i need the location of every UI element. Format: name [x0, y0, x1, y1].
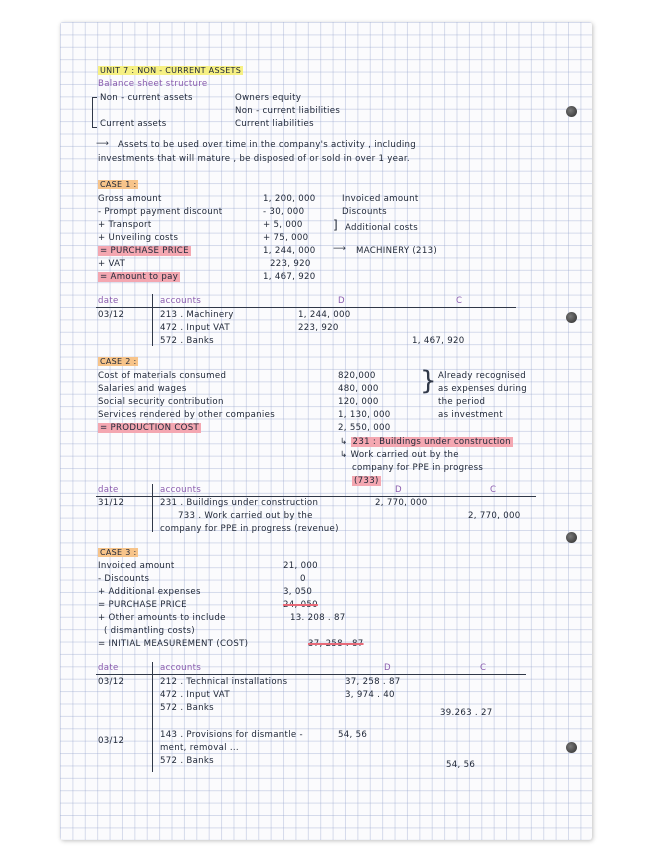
case2-row-label: Salaries and wages — [98, 384, 187, 394]
journal-head-date: date — [98, 485, 119, 495]
journal-debit: 37, 258 . 87 — [345, 677, 401, 687]
case1-row-value: + 5, 000 — [263, 220, 303, 230]
binder-hole — [566, 106, 577, 117]
arrow-icon: ⟶ — [96, 139, 109, 149]
journal-head-d: D — [384, 663, 391, 673]
case2-row-value: 480, 000 — [338, 384, 379, 394]
case1-row-value: - 30, 000 — [263, 207, 305, 217]
journal-account: 143 . Provisions for dismantle - — [160, 730, 303, 740]
journal-date: 03/12 — [98, 736, 125, 746]
case2-brace-note: Already recognised — [438, 371, 526, 381]
journal-debit: 2, 770, 000 — [375, 498, 428, 508]
journal-debit: 3, 974 . 40 — [345, 690, 395, 700]
binder-hole — [566, 742, 577, 753]
case2-row-value: 820,000 — [338, 371, 376, 381]
journal-account: 572 . Banks — [160, 336, 214, 346]
journal-account: 472 . Input VAT — [160, 690, 230, 700]
journal-debit: 54, 56 — [338, 730, 368, 740]
journal-date: 03/12 — [98, 310, 125, 320]
journal-account: 472 . Input VAT — [160, 323, 230, 333]
journal-head-accounts: accounts — [160, 296, 202, 306]
case1-row-value: + 75, 000 — [263, 233, 309, 243]
journal-account: 213 . Machinery — [160, 310, 234, 320]
journal-debit: 223, 920 — [298, 323, 339, 333]
journal-head-accounts: accounts — [160, 663, 202, 673]
unit-title: UNIT 7 : NON - CURRENT ASSETS — [100, 66, 242, 75]
case1-row-label: + VAT — [98, 259, 126, 269]
journal-credit: 39.263 . 27 — [440, 708, 493, 718]
arrow-icon: ⟶ — [333, 244, 346, 254]
journal-rule — [96, 674, 526, 675]
case3-row-label: = INITIAL MEASUREMENT (COST) — [98, 639, 249, 649]
definition-line-1: Assets to be used over time in the company's activity , including — [118, 140, 417, 150]
structure-bracket — [92, 97, 97, 128]
journal-credit: 1, 467, 920 — [412, 336, 465, 346]
journal-head-c: C — [480, 663, 487, 673]
case3-row-label: = PURCHASE PRICE — [98, 600, 187, 610]
case3-row-label: Invoiced amount — [98, 561, 175, 571]
journal-account: 212 . Technical installations — [160, 677, 288, 687]
case3-row-label: - Discounts — [98, 574, 150, 584]
structure-left-2: Current assets — [100, 119, 167, 129]
case2-row-value: 120, 000 — [338, 397, 379, 407]
case2-note: ↳ 231 : Buildings under construction — [340, 437, 511, 447]
case3-row-label: ( dismantling costs) — [104, 626, 195, 636]
case2-note: (733) — [354, 476, 379, 486]
section-subtitle: Balance sheet structure — [98, 79, 208, 89]
journal-rule — [152, 484, 153, 532]
case1-row-label: - Prompt payment discount — [98, 207, 223, 217]
journal-head-d: D — [338, 296, 345, 306]
case1-note-machinery: MACHINERY (213) — [356, 246, 438, 256]
case1-row-label: + Unveiling costs — [98, 233, 179, 243]
binder-hole — [566, 532, 577, 543]
case2-brace-note: the period — [438, 397, 486, 407]
structure-left-1: Non - current assets — [100, 93, 193, 103]
case3-row-value: 0 — [300, 574, 306, 584]
journal-rule — [152, 662, 153, 772]
case1-note: Discounts — [342, 207, 387, 217]
case1-row-value: 1, 467, 920 — [263, 272, 316, 282]
journal-head-c: C — [490, 485, 497, 495]
case1-title: CASE 1 : — [100, 180, 137, 189]
journal-account: 231 . Buildings under construction — [160, 498, 319, 508]
journal-head-date: date — [98, 296, 119, 306]
case3-row-value: 37, 258 . 87 — [308, 639, 364, 649]
case2-note: company for PPE in progress — [352, 463, 484, 473]
journal-account: 733 . Work carried out by the — [178, 511, 313, 521]
case3-row-label: + Additional expenses — [98, 587, 201, 597]
binder-hole — [566, 312, 577, 323]
case1-note: Additional costs — [345, 223, 418, 233]
case1-row-value: 223, 920 — [270, 259, 311, 269]
case1-row-label: + Transport — [98, 220, 152, 230]
case3-row-value: 24, 050 — [283, 600, 318, 610]
structure-right-3: Current liabilities — [235, 119, 314, 129]
case1-row-value: 1, 200, 000 — [263, 194, 316, 204]
structure-right-1: Owners equity — [235, 93, 302, 103]
journal-rule — [96, 307, 516, 308]
journal-date: 03/12 — [98, 677, 125, 687]
case2-row-value: 1, 130, 000 — [338, 410, 391, 420]
case3-row-value: 3, 050 — [283, 587, 313, 597]
case3-row-label: + Other amounts to include — [98, 613, 226, 623]
brace-icon: } — [420, 366, 437, 396]
case3-row-value: 21, 000 — [283, 561, 318, 571]
case2-row-label: Social security contribution — [98, 397, 224, 407]
case2-row-label: Services rendered by other companies — [98, 410, 275, 420]
case2-note: ↳ Work carried out by the — [340, 450, 459, 460]
journal-account-cont: company for PPE in progress (revenue) — [160, 524, 339, 534]
journal-rule — [152, 294, 153, 346]
case2-production-cost-label: = PRODUCTION COST — [100, 423, 200, 433]
journal-account: 572 . Banks — [160, 756, 214, 766]
journal-head-date: date — [98, 663, 119, 673]
case2-brace-note: as expenses during — [438, 384, 527, 394]
journal-head-c: C — [456, 296, 463, 306]
journal-account: 572 . Banks — [160, 703, 214, 713]
case2-title: CASE 2 : — [100, 357, 137, 366]
structure-right-2: Non - current liabilities — [235, 106, 341, 116]
case2-row-label: Cost of materials consumed — [98, 371, 227, 381]
case3-title: CASE 3 : — [100, 548, 137, 557]
case1-row-label: Gross amount — [98, 194, 162, 204]
journal-head-d: D — [395, 485, 402, 495]
case2-row-value: 2, 550, 000 — [338, 423, 391, 433]
case1-amount-to-pay-label: = Amount to pay — [100, 272, 179, 282]
case3-row-value: 13. 208 . 87 — [290, 613, 346, 623]
definition-line-2: investments that will mature , be disposed of or sold in over 1 year. — [98, 154, 410, 164]
case1-note: Invoiced amount — [342, 194, 419, 204]
journal-date: 31/12 — [98, 498, 125, 508]
journal-head-accounts: accounts — [160, 485, 202, 495]
journal-credit: 2, 770, 000 — [468, 511, 521, 521]
case1-purchase-price-label: = PURCHASE PRICE — [100, 246, 189, 256]
journal-account-cont: ment, removal ... — [160, 743, 239, 753]
journal-rule — [96, 496, 536, 497]
case1-row-value: 1, 244, 000 — [263, 246, 316, 256]
journal-credit: 54, 56 — [446, 760, 476, 770]
case2-brace-note: as investment — [438, 410, 503, 420]
brace-icon: ] — [333, 218, 338, 232]
journal-debit: 1, 244, 000 — [298, 310, 351, 320]
